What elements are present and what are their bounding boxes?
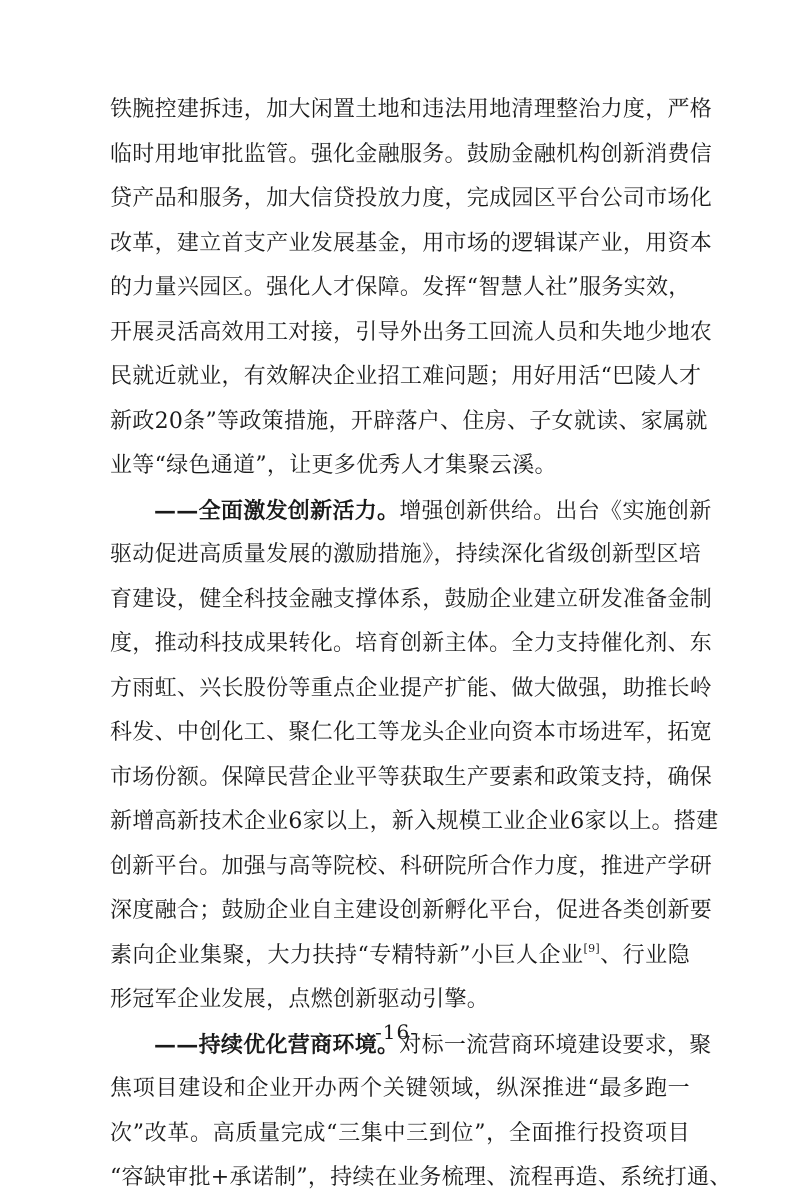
text-line-with-footnote: [110, 934, 690, 979]
text-line: 民就近就业，有效解决企业招工难问题；用好用活“巴陵人才: [110, 364, 702, 389]
text-line: 驱动促进高质量发展的激励措施》，持续深化省级创新型区培: [110, 542, 702, 567]
text-line: 市场份额。保障民营企业平等获取生产要素和政策支持，确保: [110, 764, 713, 790]
text-line: 新增高新技术企业6家以上，新入规模工业企业6家以上。搭建: [110, 809, 719, 834]
text-line: 改革，建立首支产业发展基金，用市场的逻辑谋产业，用资本: [110, 230, 713, 256]
section-heading-innovation: ——全面激发创新活力。: [154, 497, 400, 524]
text-span: 增强创新供给。出台《实施创新: [399, 498, 712, 524]
text-line: 的力量兴园区。强化人才保障。发挥“智慧人社”服务实效，: [110, 275, 691, 300]
text-line: 创新平台。加强与高等院校、科研院所合作力度，推进产学研: [110, 853, 713, 879]
section-heading-business-environment: ——持续优化营商环境。: [154, 1031, 400, 1058]
text-span: 、行业隐: [599, 942, 690, 968]
text-line: 育建设，健全科技金融支撑体系，鼓励企业建立研发准备金制: [110, 586, 713, 612]
text-line: 深度融合；鼓励企业自主建设创新孵化平台，促进各类创新要: [110, 898, 713, 923]
text-span: 素向企业集聚，大力扶持“专精特新”小巨人企业: [110, 942, 584, 968]
text-line: 焦项目建设和企业开办两个关键领域，纵深推进“最多跑一: [110, 1076, 690, 1101]
text-line: 次”改革。高质量完成“三集中三到位”，全面推行投资项目: [110, 1120, 690, 1146]
page-number: -16-: [375, 1020, 418, 1044]
text-line: 贷产品和服务，加大信贷投放力度，完成园区平台公司市场化: [110, 186, 713, 211]
text-line: 形冠军企业发展，点燃创新驱动引擎。: [110, 987, 490, 1012]
text-line: 科发、中创化工、聚仁化工等龙头企业向资本市场进军，拓宽: [110, 720, 713, 745]
text-line: 新政20条”等政策措施，开辟落户、住房、子女就读、家属就: [110, 408, 708, 434]
text-line: 业等“绿色通道”，让更多优秀人才集聚云溪。: [110, 453, 557, 478]
text-line: 铁腕控建拆违，加大闲置土地和违法用地清理整治力度，严格: [110, 97, 713, 122]
text-line: “容缺审批+承诺制”，持续在业务梳理、流程再造、系统打通、: [110, 1165, 732, 1190]
text-line: 方雨虹、兴长股份等重点企业提产扩能、做大做强，助推长岭: [110, 675, 713, 701]
paragraph-first-line: [110, 489, 712, 534]
text-span: 对标一流营商环境建设要求，聚: [399, 1032, 712, 1058]
footnote-reference: [9]: [583, 941, 600, 955]
text-line: 临时用地审批监管。强化金融服务。鼓励金融机构创新消费信: [110, 141, 713, 167]
text-line: 度，推动科技成果转化。培育创新主体。全力支持催化剂、东: [110, 631, 713, 656]
text-line: 开展灵活高效用工对接，引导外出务工回流人员和失地少地农: [110, 319, 713, 345]
